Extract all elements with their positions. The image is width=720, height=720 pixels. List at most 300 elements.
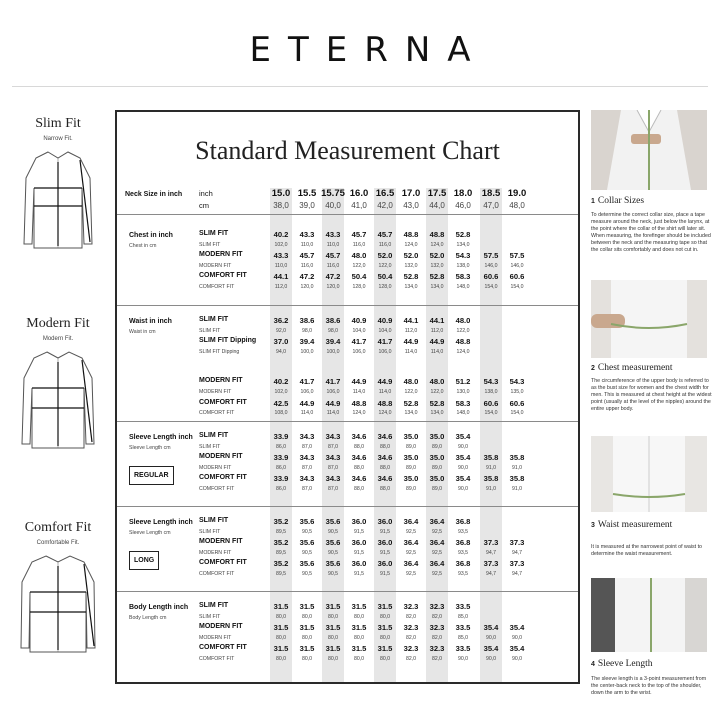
neck-size-cm: 42,0 [377,201,393,210]
row-label: SLIM FIT [199,443,221,450]
neck-size-cm: 44,0 [429,201,445,210]
table-cell: 91,5 [353,549,365,556]
table-cell: 154,0 [484,410,498,417]
table-cell: 120,0 [326,284,340,290]
table-cell: 80,0 [327,613,339,620]
table-cell: 91,5 [379,571,391,577]
table-cell: 90,0 [485,634,497,641]
table-cell: 48.8 [403,230,419,239]
table-cell: 58.3 [455,272,471,282]
section-label [129,434,193,451]
table-cell: 98,0 [301,327,313,334]
table-cell: 34.6 [377,453,393,463]
row-label: COMFORT FIT [199,644,247,652]
row-label: MODERN FIT [199,634,232,641]
table-cell: 37.3 [509,559,525,569]
table-cell: 40.2 [273,230,289,239]
guide-title-text: Collar Sizes [597,196,645,206]
section-subtitle: Body Length cm [129,615,167,621]
table-cell: 116,0 [326,262,340,269]
table-cell: 35.6 [299,559,315,569]
table-cell: 34.6 [351,474,367,484]
table-cell: 52.0 [403,251,419,261]
table-cell: 89,0 [431,486,443,492]
table-cell: 35.0 [403,474,419,484]
table-cell: 47.2 [325,272,341,282]
table-cell: 31.5 [325,602,341,611]
table-cell: 94,0 [275,348,287,355]
table-cell: 135,0 [510,389,524,395]
table-cell: 45.7 [377,230,393,239]
guide-title-text: Chest measurement [597,363,673,373]
table-cell: 45.7 [299,251,315,261]
table-cell: 34.6 [377,432,393,441]
table-cell: 86,0 [275,443,287,450]
table-cell: 44.9 [299,398,315,408]
table-cell: 31.5 [273,623,289,633]
table-cell: 34.6 [351,453,367,463]
row-label: SLIM FIT Dipping [199,348,240,355]
neck-size-cm: 40,0 [325,201,341,210]
table-cell: 91,0 [511,464,523,471]
row-label: COMFORT FIT [199,571,235,577]
table-cell: 52.8 [429,272,445,282]
table-cell: 116,0 [378,241,392,248]
table-cell: 112,0 [274,284,288,290]
table-cell: 34.6 [377,474,393,484]
table-cell: 114,0 [326,410,340,417]
table-cell: 148,0 [456,284,470,290]
fit-title: Slim Fit [35,116,81,131]
neck-size-inch: 16.0 [349,188,369,199]
guide-title-2 [591,363,673,373]
table-cell: 58.3 [455,398,471,408]
table-cell: 108,0 [274,410,288,417]
table-cell: 31.5 [299,623,315,633]
table-cell: 132,0 [430,262,444,269]
table-cell: 54.3 [483,377,499,387]
table-cell: 82,0 [431,634,443,641]
section-subtitle: Sleeve Length cm [129,445,171,451]
table-cell: 31.5 [351,644,367,654]
table-cell: 91,0 [511,486,523,492]
table-cell: 90,5 [301,549,313,556]
table-cell: 89,0 [405,443,417,450]
table-cell: 48.0 [403,377,419,387]
table-cell: 35.0 [429,432,445,441]
table-cell: 88,0 [353,443,365,450]
sleeve-tag: LONG [129,551,159,570]
section-label [129,232,173,249]
table-cell: 33.5 [455,644,471,654]
sleeve-tag: REGULAR [129,466,174,485]
table-cell: 35.4 [509,644,525,654]
table-cell: 124,0 [404,241,418,248]
row-label: SLIM FIT [199,517,229,524]
neck-size-inch: 17.5 [427,188,447,199]
table-cell: 116,0 [352,241,366,248]
table-cell: 138,0 [484,389,498,395]
table-cell: 90,0 [511,634,523,641]
table-cell: 93,5 [457,571,469,577]
table-cell: 124,0 [456,348,470,355]
row-label: COMFORT FIT [199,284,235,290]
table-cell: 35.8 [509,453,525,463]
table-cell: 43.3 [325,230,341,239]
table-cell: 87,0 [327,486,339,492]
fit-title: Comfort Fit [24,520,92,535]
table-cell: 82,0 [405,613,417,620]
table-cell: 36.4 [429,538,445,548]
table-cell: 90,0 [511,656,523,662]
table-cell: 94,7 [511,571,523,577]
row-label: SLIM FIT [199,316,229,323]
table-cell: 32.3 [403,644,419,654]
table-cell: 114,0 [300,410,314,417]
guide-desc-4: The sleeve length is a 3-point measurement from the center-back neck to the top of the shoulder, down the arm to the wrist. [591,676,707,696]
table-cell: 31.5 [299,644,315,654]
row-label: SLIM FIT [199,327,221,334]
fit-comfort [18,520,98,656]
table-cell: 44.1 [429,316,445,325]
table-cell: 39.4 [299,337,315,347]
table-cell: 134,0 [404,410,418,417]
table-cell: 36.4 [403,559,419,569]
table-cell: 128,0 [352,284,366,290]
table-cell: 89,5 [275,549,287,556]
table-cell: 36.4 [429,559,445,569]
table-cell: 112,0 [404,327,418,334]
table-cell: 39.4 [325,337,341,347]
table-cell: 89,0 [405,486,417,492]
table-cell: 86,0 [275,486,287,492]
table-cell: 122,0 [430,389,444,395]
table-cell: 33.5 [455,623,471,633]
table-cell: 31.5 [351,602,367,611]
table-cell: 44.1 [403,316,419,325]
section-title: Sleeve Length inch [129,519,193,526]
row-label: SLIM FIT [199,432,229,439]
table-cell: 35.2 [273,538,289,548]
table-cell: 35.2 [273,517,289,526]
guide-desc-1: To determine the correct collar size, place a tape measure around the neck, just below the larynx, at the point where the collar of the shirt will later sit. When measuring, the forefinger should be included between the neck and the measuring tape so that the collar sits comfortably and does not cut in. [591,212,711,253]
table-cell: 86,0 [275,464,287,471]
table-cell: 92,0 [275,327,287,334]
table-cell: 44.1 [273,272,289,282]
table-cell: 31.5 [299,602,315,611]
table-cell: 35.0 [429,453,445,463]
table-cell: 35.6 [325,517,341,526]
table-cell: 106,0 [300,389,314,395]
measurement-chart [115,110,580,684]
table-cell: 91,5 [353,528,365,535]
table-cell: 33.9 [273,453,289,463]
table-cell: 90,0 [485,656,497,662]
table-cell: 57.5 [483,251,499,261]
table-cell: 134,0 [430,410,444,417]
table-cell: 31.5 [377,602,393,611]
table-cell: 87,0 [301,443,313,450]
table-cell: 80,0 [379,656,391,662]
unit-cm-label: cm [199,201,209,210]
table-cell: 60.6 [509,272,525,282]
table-cell: 43.3 [299,230,315,239]
table-cell: 34.6 [351,432,367,441]
table-cell: 146,0 [484,262,498,269]
table-cell: 34.3 [299,432,315,441]
neck-size-inch: 19.0 [507,188,527,199]
table-cell: 89,5 [275,528,287,535]
table-cell: 124,0 [378,410,392,417]
table-cell: 89,5 [275,571,287,577]
guide-title-3 [591,520,672,530]
table-cell: 90,5 [327,549,339,556]
table-cell: 37.3 [509,538,525,548]
table-cell: 110,0 [300,241,314,248]
unit-inch-label: inch [199,189,213,198]
table-cell: 36.8 [455,517,471,526]
table-cell: 40.2 [273,377,289,387]
table-cell: 106,0 [326,389,340,395]
chart-title: Standard Measurement Chart [195,136,500,165]
comfort-shirt-icon [20,552,96,656]
table-cell: 92,5 [431,571,443,577]
table-cell: 36.8 [455,559,471,569]
neck-size-cm: 39,0 [299,201,315,210]
table-cell: 114,0 [430,348,444,355]
neck-size-inch: 16.5 [375,188,395,199]
table-cell: 88,0 [379,486,391,492]
table-cell: 104,0 [378,327,392,334]
table-cell: 80,0 [353,634,365,641]
table-cell: 35.4 [455,453,471,463]
table-cell: 122,0 [404,389,418,395]
table-cell: 112,0 [430,327,444,334]
table-cell: 44.9 [403,337,419,347]
table-cell: 35.6 [299,538,315,548]
guide-title-1 [591,196,644,206]
table-cell: 100,0 [300,348,314,355]
table-cell: 31.5 [351,623,367,633]
table-cell: 42.5 [273,398,289,408]
table-cell: 130,0 [456,389,470,395]
neck-size-inch: 17.0 [401,188,421,199]
section-title: Body Length inch [129,604,189,611]
header-divider [12,86,708,87]
fit-subtitle: Modern Fit. [42,336,74,342]
section-label [129,519,193,536]
table-cell: 41.7 [325,377,341,387]
table-cell: 87,0 [327,443,339,450]
table-cell: 52.0 [377,251,393,261]
table-cell: 114,0 [378,389,392,395]
table-cell: 34.3 [325,453,341,463]
sleeve-photo-icon [591,578,707,652]
table-cell: 93,5 [457,549,469,556]
section-title: Waist in inch [129,318,172,325]
table-cell: 31.5 [273,602,289,611]
table-cell: 88,0 [353,464,365,471]
row-label: MODERN FIT [199,623,243,631]
neck-size-label: Neck Size in inch [125,191,183,198]
table-cell: 36.2 [273,316,289,325]
row-label: SLIM FIT [199,230,229,237]
table-cell: 44.9 [377,377,393,387]
fit-subtitle: Narrow Fit. [43,136,73,142]
table-cell: 82,0 [405,656,417,662]
row-label: MODERN FIT [199,464,232,471]
table-cell: 45.7 [351,230,367,239]
neck-size-inch: 15.75 [321,188,345,199]
table-cell: 35.4 [455,474,471,484]
section-divider [117,305,578,306]
table-cell: 48.8 [429,230,445,239]
table-cell: 35.4 [483,623,499,633]
table-cell: 36.0 [377,517,393,526]
guide-title-text: Sleeve Length [597,659,653,669]
table-cell: 34.3 [325,474,341,484]
table-cell: 35.0 [429,474,445,484]
table-cell: 104,0 [352,327,366,334]
table-cell: 52.8 [455,230,471,239]
table-cell: 48.0 [455,316,471,325]
table-cell: 85,0 [457,634,469,641]
table-cell: 106,0 [352,348,366,355]
table-cell: 33.5 [455,602,471,611]
table-cell: 110,0 [274,262,288,269]
table-cell: 80,0 [379,613,391,620]
table-cell: 87,0 [327,464,339,471]
table-cell: 124,0 [352,410,366,417]
table-cell: 38.6 [299,316,315,325]
table-cell: 38.6 [325,316,341,325]
table-cell: 80,0 [301,634,313,641]
fit-modern [18,316,98,452]
table-cell: 80,0 [353,656,365,662]
section-divider [117,421,578,422]
table-cell: 48.0 [429,377,445,387]
table-cell: 89,0 [431,443,443,450]
table-cell: 40.9 [351,316,367,325]
modern-shirt-icon [20,348,96,452]
table-cell: 36.8 [455,538,471,548]
neck-size-inch: 15.5 [297,188,317,199]
table-cell: 60.6 [509,398,525,408]
table-cell: 41.7 [377,337,393,347]
row-label: COMFORT FIT [199,410,235,417]
table-cell: 90,5 [327,528,339,535]
table-cell: 35.6 [325,559,341,569]
row-label: MODERN FIT [199,389,232,395]
table-cell: 91,0 [485,464,497,471]
table-cell: 154,0 [510,284,524,290]
table-cell: 100,0 [326,348,340,355]
table-cell: 88,0 [379,443,391,450]
table-cell: 134,0 [430,284,444,290]
table-cell: 36.4 [429,517,445,526]
guide-title-4 [591,659,653,669]
row-label: MODERN FIT [199,251,243,259]
table-cell: 90,0 [457,443,469,450]
table-cell: 52.8 [429,398,445,408]
table-cell: 31.5 [325,644,341,654]
table-cell: 91,0 [485,486,497,492]
row-label: SLIM FIT [199,241,221,248]
waist-photo-icon [591,436,707,512]
brand-logo: ETERNA [249,30,488,70]
table-cell: 82,0 [405,634,417,641]
table-cell: 154,0 [510,410,524,417]
guide-number: 3 [591,522,595,529]
neck-size-cm: 41,0 [351,201,367,210]
neck-size-cm: 46,0 [455,201,471,210]
table-cell: 110,0 [326,241,340,248]
section-title: Chest in inch [129,232,173,239]
table-cell: 148,0 [456,410,470,417]
row-label: SLIM FIT [199,602,229,609]
table-cell: 44.9 [325,398,341,408]
table-cell: 44.9 [351,377,367,387]
table-cell: 92,5 [431,528,443,535]
section-label [129,318,172,335]
fit-slim [18,116,98,252]
table-cell: 80,0 [275,613,287,620]
table-cell: 41.7 [351,337,367,347]
table-cell: 35.2 [273,559,289,569]
table-cell: 88,0 [353,486,365,492]
table-cell: 31.5 [325,623,341,633]
table-cell: 35.8 [509,474,525,484]
table-cell: 37.3 [483,538,499,548]
row-label: MODERN FIT [199,538,243,546]
table-cell: 90,5 [301,571,313,577]
row-label: SLIM FIT [199,528,221,535]
table-cell: 36.0 [351,559,367,569]
row-label: COMFORT FIT [199,656,235,662]
table-cell: 94,7 [511,549,523,556]
table-cell: 36.4 [403,517,419,526]
table-cell: 50.4 [377,272,393,282]
table-cell: 44.9 [429,337,445,347]
table-cell: 114,0 [352,389,366,395]
table-cell: 36.0 [377,538,393,548]
neck-size-cm: 47,0 [483,201,499,210]
table-cell: 122,0 [378,262,392,269]
table-cell: 128,0 [378,284,392,290]
section-divider [117,591,578,592]
table-cell: 98,0 [327,327,339,334]
table-cell: 87,0 [301,486,313,492]
table-cell: 91,5 [379,528,391,535]
table-cell: 102,0 [274,241,288,248]
table-cell: 32.3 [403,623,419,633]
table-cell: 51.2 [455,377,471,387]
table-cell: 52.0 [429,251,445,261]
table-cell: 35.4 [483,644,499,654]
row-label: COMFORT FIT [199,486,235,492]
table-cell: 80,0 [275,656,287,662]
table-cell: 90,5 [327,571,339,577]
table-cell: 35.8 [483,474,499,484]
table-cell: 154,0 [484,284,498,290]
table-cell: 36.0 [351,517,367,526]
table-cell: 80,0 [301,613,313,620]
table-cell: 48.8 [455,337,471,347]
table-cell: 90,0 [457,656,469,662]
table-cell: 50.4 [351,272,367,282]
table-cell: 106,0 [378,348,392,355]
table-cell: 45.7 [325,251,341,261]
